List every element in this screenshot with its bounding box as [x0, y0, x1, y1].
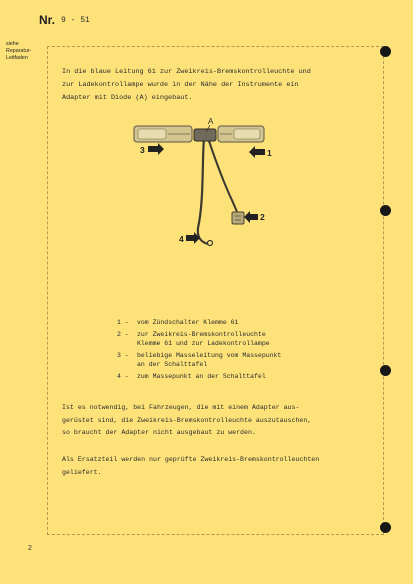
arrow-4-label: 4 [179, 234, 184, 244]
note-line: gerüstet sind, die Zweikreis-Bremskontrolleuchte auszutauschen, [62, 416, 312, 424]
label-a: A [208, 117, 214, 126]
legend-list [117, 318, 347, 384]
intro-line: zur Ladekontrollampe wurde in der Nähe der Instrumente ein [62, 81, 299, 89]
right-connector-body [234, 129, 260, 139]
header-document-number: 9 - 51 [61, 16, 90, 25]
legend-item-text: zum Massepunkt an der Schalttafel [137, 373, 266, 380]
arrow-1-label: 1 [267, 148, 272, 158]
side-label-line: Leitfaden [6, 55, 28, 61]
page-number: 2 [28, 545, 32, 552]
note-line: Ist es notwendig, bei Fahrzeugen, die mit einem Adapter aus- [62, 404, 300, 411]
lamp-wire [208, 138, 238, 214]
arrow-1-icon [249, 146, 265, 158]
terminal-connector [232, 212, 244, 224]
spare-part-note [62, 454, 362, 479]
legend-item-text: zur Zweikreis-Bremskontrolleuchte [137, 331, 266, 338]
note-line: geliefert. [62, 468, 102, 476]
legend-item-number: 3 - [117, 352, 129, 359]
legend-item-number: 4 - [117, 373, 129, 380]
ground-wire [198, 138, 208, 244]
legend-item-text: Klemme 61 und zur Ladekontrollampe [137, 340, 270, 347]
side-label-line: siehe [6, 41, 19, 47]
legend-item-number: 2 - [117, 331, 129, 338]
legend-item [117, 372, 347, 381]
note-paragraph [62, 402, 362, 440]
legend-item-number: 1 - [117, 319, 129, 326]
punch-hole [380, 365, 391, 376]
intro-paragraph [62, 66, 362, 105]
punch-hole [380, 205, 391, 216]
legend-item-text: beliebige Masseleitung vom Massepunkt [137, 352, 282, 359]
legend-item [117, 318, 347, 327]
legend-item [117, 351, 347, 369]
diode-adapter [194, 129, 216, 141]
side-reference-label [6, 41, 46, 62]
legend-item-text: an der Schalttafel [137, 361, 208, 368]
adapter-diagram [130, 116, 280, 246]
intro-line: In die blaue Leitung 61 zur Zweikreis-Bremskontrolleuchte und [62, 68, 311, 76]
header-nr-label: Nr. [39, 13, 56, 27]
punch-hole [380, 522, 391, 533]
arrow-3-label: 3 [140, 145, 145, 155]
arrow-3-icon [148, 143, 164, 155]
legend-item [117, 330, 347, 348]
punch-hole [380, 46, 391, 57]
legend-item-text: vom Zündschalter Klemme 61 [137, 319, 239, 326]
arrow-2-label: 2 [260, 212, 265, 222]
note-line: Als Ersatzteil werden nur geprüfte Zweikreis-Bremskontrolleuchten [62, 456, 320, 463]
note-line: so braucht der Adapter nicht ausgebaut zu werden. [62, 429, 256, 436]
arrow-2-icon [244, 211, 258, 223]
side-label-line: Reparatur- [6, 48, 32, 54]
left-connector-body [138, 129, 166, 139]
intro-line: Adapter mit Diode (A) eingebaut. [62, 94, 193, 102]
